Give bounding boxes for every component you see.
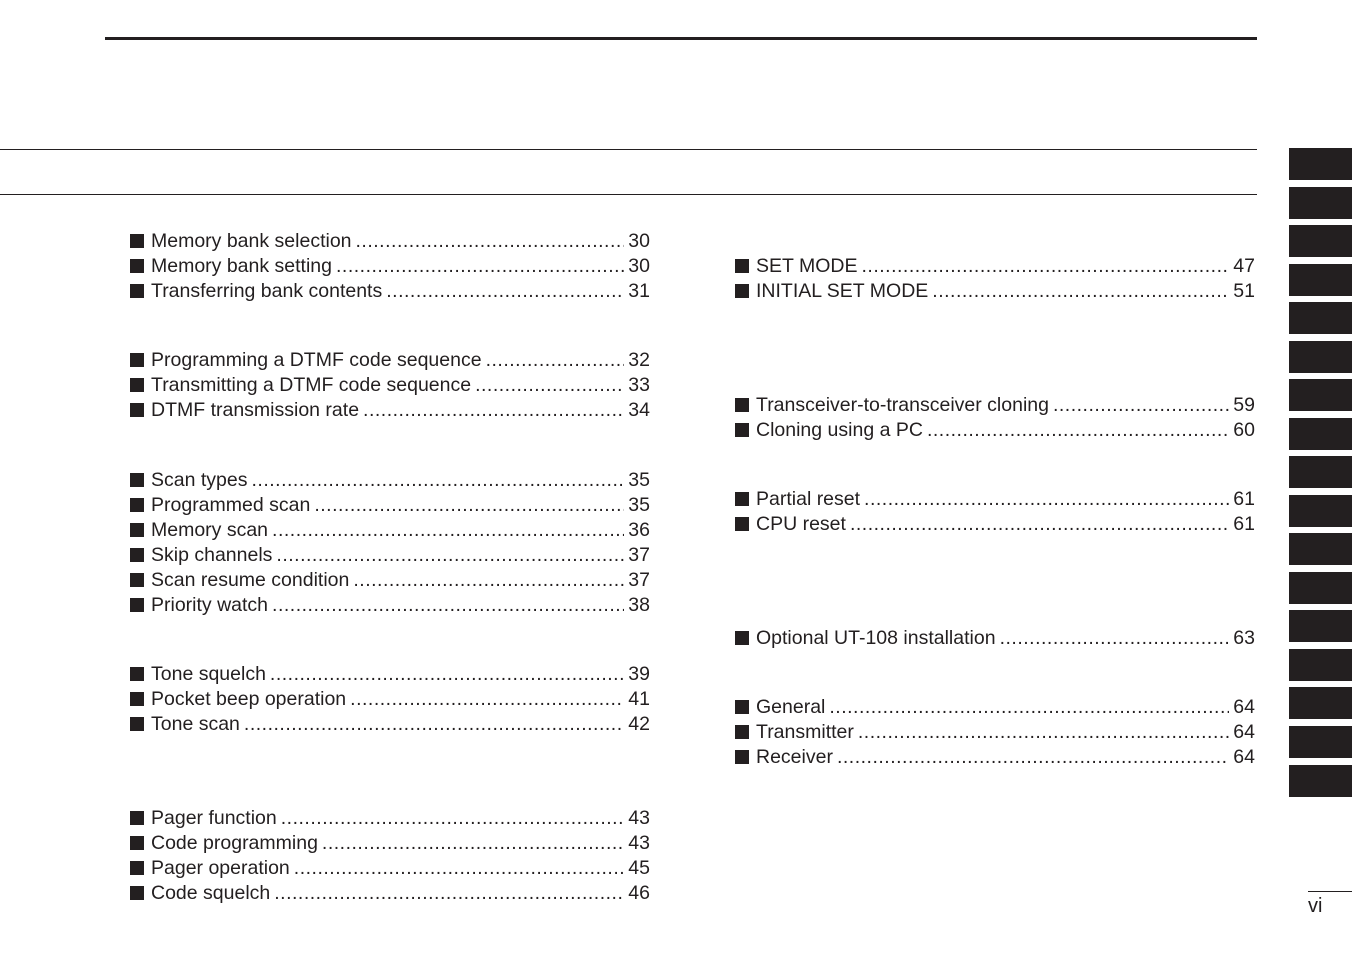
toc-entry-title: INITIAL SET MODE (756, 280, 929, 302)
toc-entry-page: 31 (628, 280, 650, 302)
toc-entry-title: Skip channels (151, 544, 273, 566)
toc-entry-page: 30 (628, 230, 650, 252)
dot-leader (363, 398, 624, 423)
toc-entry-page: 36 (628, 519, 650, 541)
dot-leader (294, 856, 625, 881)
dot-leader (314, 493, 624, 518)
toc-entry[interactable] (735, 393, 1255, 418)
bullet-square-icon (130, 861, 144, 875)
toc-entry-page: 30 (628, 255, 650, 277)
bullet-square-icon (130, 234, 144, 248)
toc-entry[interactable] (735, 279, 1255, 304)
toc-entry[interactable] (130, 468, 650, 493)
dot-leader (1000, 626, 1230, 651)
dot-leader (486, 348, 625, 373)
toc-entry[interactable] (130, 493, 650, 518)
dot-leader (251, 468, 624, 493)
toc-entry[interactable] (735, 745, 1255, 770)
toc-entry-title: Transmitting a DTMF code sequence (151, 374, 472, 396)
toc-entry-page: 33 (628, 374, 650, 396)
toc-entry-title: Pager operation (151, 857, 290, 879)
toc-entry-title: Receiver (756, 746, 833, 768)
page-number-rule (1308, 891, 1352, 892)
toc-entry-title: Programming a DTMF code sequence (151, 349, 482, 371)
dot-leader (837, 745, 1229, 770)
bullet-square-icon (130, 378, 144, 392)
dot-leader (336, 254, 624, 279)
toc-entry-page: 37 (628, 544, 650, 566)
dot-leader (862, 254, 1230, 279)
toc-entry-page: 51 (1233, 280, 1255, 302)
toc-entry-title: Priority watch (151, 594, 269, 616)
bullet-square-icon (130, 692, 144, 706)
bullet-square-icon (130, 836, 144, 850)
toc-entry-title: General (756, 696, 826, 718)
side-tab[interactable] (1289, 264, 1352, 296)
dot-leader (353, 568, 624, 593)
toc-entry-title: Transmitter (756, 721, 854, 743)
bullet-square-icon (130, 523, 144, 537)
side-tab[interactable] (1289, 418, 1352, 450)
toc-entry-title: Programmed scan (151, 494, 311, 516)
side-tab[interactable] (1289, 610, 1352, 642)
dot-leader (829, 695, 1229, 720)
side-tab[interactable] (1289, 148, 1352, 180)
toc-entry-page: 42 (628, 713, 650, 735)
bullet-square-icon (130, 403, 144, 417)
toc-entry-page: 39 (628, 663, 650, 685)
toc-entry[interactable] (130, 373, 650, 398)
toc-entry[interactable] (130, 856, 650, 881)
page-number: vi (1308, 895, 1323, 917)
bullet-square-icon (735, 725, 749, 739)
top-rule (105, 37, 1257, 40)
dot-leader (864, 487, 1229, 512)
side-tab[interactable] (1289, 765, 1352, 797)
bullet-square-icon (735, 398, 749, 412)
side-tab[interactable] (1289, 726, 1352, 758)
dot-leader (350, 687, 624, 712)
side-tab[interactable] (1289, 456, 1352, 488)
toc-entry[interactable] (130, 662, 650, 687)
dot-leader (1053, 393, 1229, 418)
bullet-square-icon (735, 492, 749, 506)
bullet-square-icon (735, 631, 749, 645)
bullet-square-icon (130, 717, 144, 731)
dot-leader (276, 543, 624, 568)
toc-entry[interactable] (130, 831, 650, 856)
toc-entry-page: 47 (1233, 255, 1255, 277)
side-tab[interactable] (1289, 225, 1352, 257)
toc-entry-page: 38 (628, 594, 650, 616)
dot-leader (272, 518, 624, 543)
dot-leader (356, 229, 625, 254)
dot-leader (244, 712, 624, 737)
toc-entry-page: 32 (628, 349, 650, 371)
toc-entry-title: Optional UT-108 installation (756, 627, 996, 649)
dot-leader (858, 720, 1229, 745)
bullet-square-icon (735, 517, 749, 531)
toc-entry-page: 63 (1233, 627, 1255, 649)
toc-entry-title: Scan types (151, 469, 248, 491)
toc-entry[interactable] (130, 687, 650, 712)
toc-entry-page: 64 (1233, 746, 1255, 768)
dot-leader (850, 512, 1229, 537)
bullet-square-icon (130, 573, 144, 587)
toc-entry[interactable] (735, 254, 1255, 279)
toc-entry-title: SET MODE (756, 255, 858, 277)
toc-entry-page: 37 (628, 569, 650, 591)
side-tab[interactable] (1289, 379, 1352, 411)
toc-entry[interactable] (130, 518, 650, 543)
toc-entry-page: 64 (1233, 696, 1255, 718)
bullet-square-icon (735, 700, 749, 714)
toc-entry[interactable] (735, 720, 1255, 745)
bullet-square-icon (130, 259, 144, 273)
toc-entry-page: 59 (1233, 394, 1255, 416)
toc-entry-page: 61 (1233, 488, 1255, 510)
toc-entry-title: Memory scan (151, 519, 269, 541)
dot-leader (270, 662, 624, 687)
toc-entry[interactable] (130, 881, 650, 906)
toc-entry[interactable] (130, 254, 650, 279)
side-tab[interactable] (1289, 187, 1352, 219)
toc-entry-page: 45 (628, 857, 650, 879)
bullet-square-icon (735, 750, 749, 764)
toc-entry[interactable] (735, 512, 1255, 537)
dot-leader (281, 806, 625, 831)
toc-entry-title: Tone squelch (151, 663, 266, 685)
side-tab[interactable] (1289, 341, 1352, 373)
toc-entry-page: 43 (628, 832, 650, 854)
toc-entry-title: Memory bank setting (151, 255, 332, 277)
bullet-square-icon (130, 548, 144, 562)
dot-leader (272, 593, 624, 618)
toc-entry-title: Code programming (151, 832, 318, 854)
toc-entry[interactable] (735, 487, 1255, 512)
toc-entry-title: Cloning using a PC (756, 419, 923, 441)
toc-entry[interactable] (130, 398, 650, 423)
toc-entry-page: 34 (628, 399, 650, 421)
section-rule-lower (0, 194, 1257, 195)
bullet-square-icon (130, 353, 144, 367)
bullet-square-icon (130, 667, 144, 681)
dot-leader (927, 418, 1229, 443)
toc-entry-title: Pocket beep operation (151, 688, 347, 710)
toc-entry[interactable] (130, 593, 650, 618)
toc-entry-page: 35 (628, 494, 650, 516)
toc-entry[interactable] (130, 568, 650, 593)
bullet-square-icon (735, 423, 749, 437)
side-tab[interactable] (1289, 649, 1352, 681)
toc-entry-title: Memory bank selection (151, 230, 352, 252)
side-tab[interactable] (1289, 495, 1352, 527)
toc-entry-title: Tone scan (151, 713, 240, 735)
toc-entry[interactable] (735, 626, 1255, 651)
toc-entry[interactable] (130, 279, 650, 304)
toc-entry[interactable] (130, 543, 650, 568)
dot-leader (475, 373, 624, 398)
toc-entry[interactable] (735, 695, 1255, 720)
toc-entry[interactable] (735, 418, 1255, 443)
bullet-square-icon (130, 473, 144, 487)
side-tab[interactable] (1289, 687, 1352, 719)
toc-entry-title: Code squelch (151, 882, 271, 904)
bullet-square-icon (130, 498, 144, 512)
bullet-square-icon (130, 284, 144, 298)
bullet-square-icon (130, 598, 144, 612)
toc-entry-title: Transceiver-to-transceiver cloning (756, 394, 1049, 416)
section-rule-upper (0, 149, 1257, 150)
toc-entry-title: Transferring bank contents (151, 280, 383, 302)
toc-entry-title: Scan resume condition (151, 569, 350, 591)
toc-entry[interactable] (130, 229, 650, 254)
toc-entry[interactable] (130, 348, 650, 373)
side-tab[interactable] (1289, 533, 1352, 565)
dot-leader (274, 881, 624, 906)
toc-entry-page: 61 (1233, 513, 1255, 535)
toc-entry-page: 43 (628, 807, 650, 829)
dot-leader (932, 279, 1229, 304)
toc-entry-title: CPU reset (756, 513, 846, 535)
side-tab[interactable] (1289, 572, 1352, 604)
dot-leader (322, 831, 624, 856)
toc-entry[interactable] (130, 806, 650, 831)
toc-entry-title: Partial reset (756, 488, 861, 510)
bullet-square-icon (130, 886, 144, 900)
toc-entry-page: 35 (628, 469, 650, 491)
toc-entry-page: 60 (1233, 419, 1255, 441)
toc-entry-page: 64 (1233, 721, 1255, 743)
toc-entry-page: 41 (628, 688, 650, 710)
dot-leader (386, 279, 624, 304)
toc-entry-title: Pager function (151, 807, 277, 829)
toc-entry[interactable] (130, 712, 650, 737)
bullet-square-icon (735, 284, 749, 298)
toc-entry-page: 46 (628, 882, 650, 904)
toc-entry-title: DTMF transmission rate (151, 399, 360, 421)
bullet-square-icon (130, 811, 144, 825)
bullet-square-icon (735, 259, 749, 273)
side-tab[interactable] (1289, 302, 1352, 334)
